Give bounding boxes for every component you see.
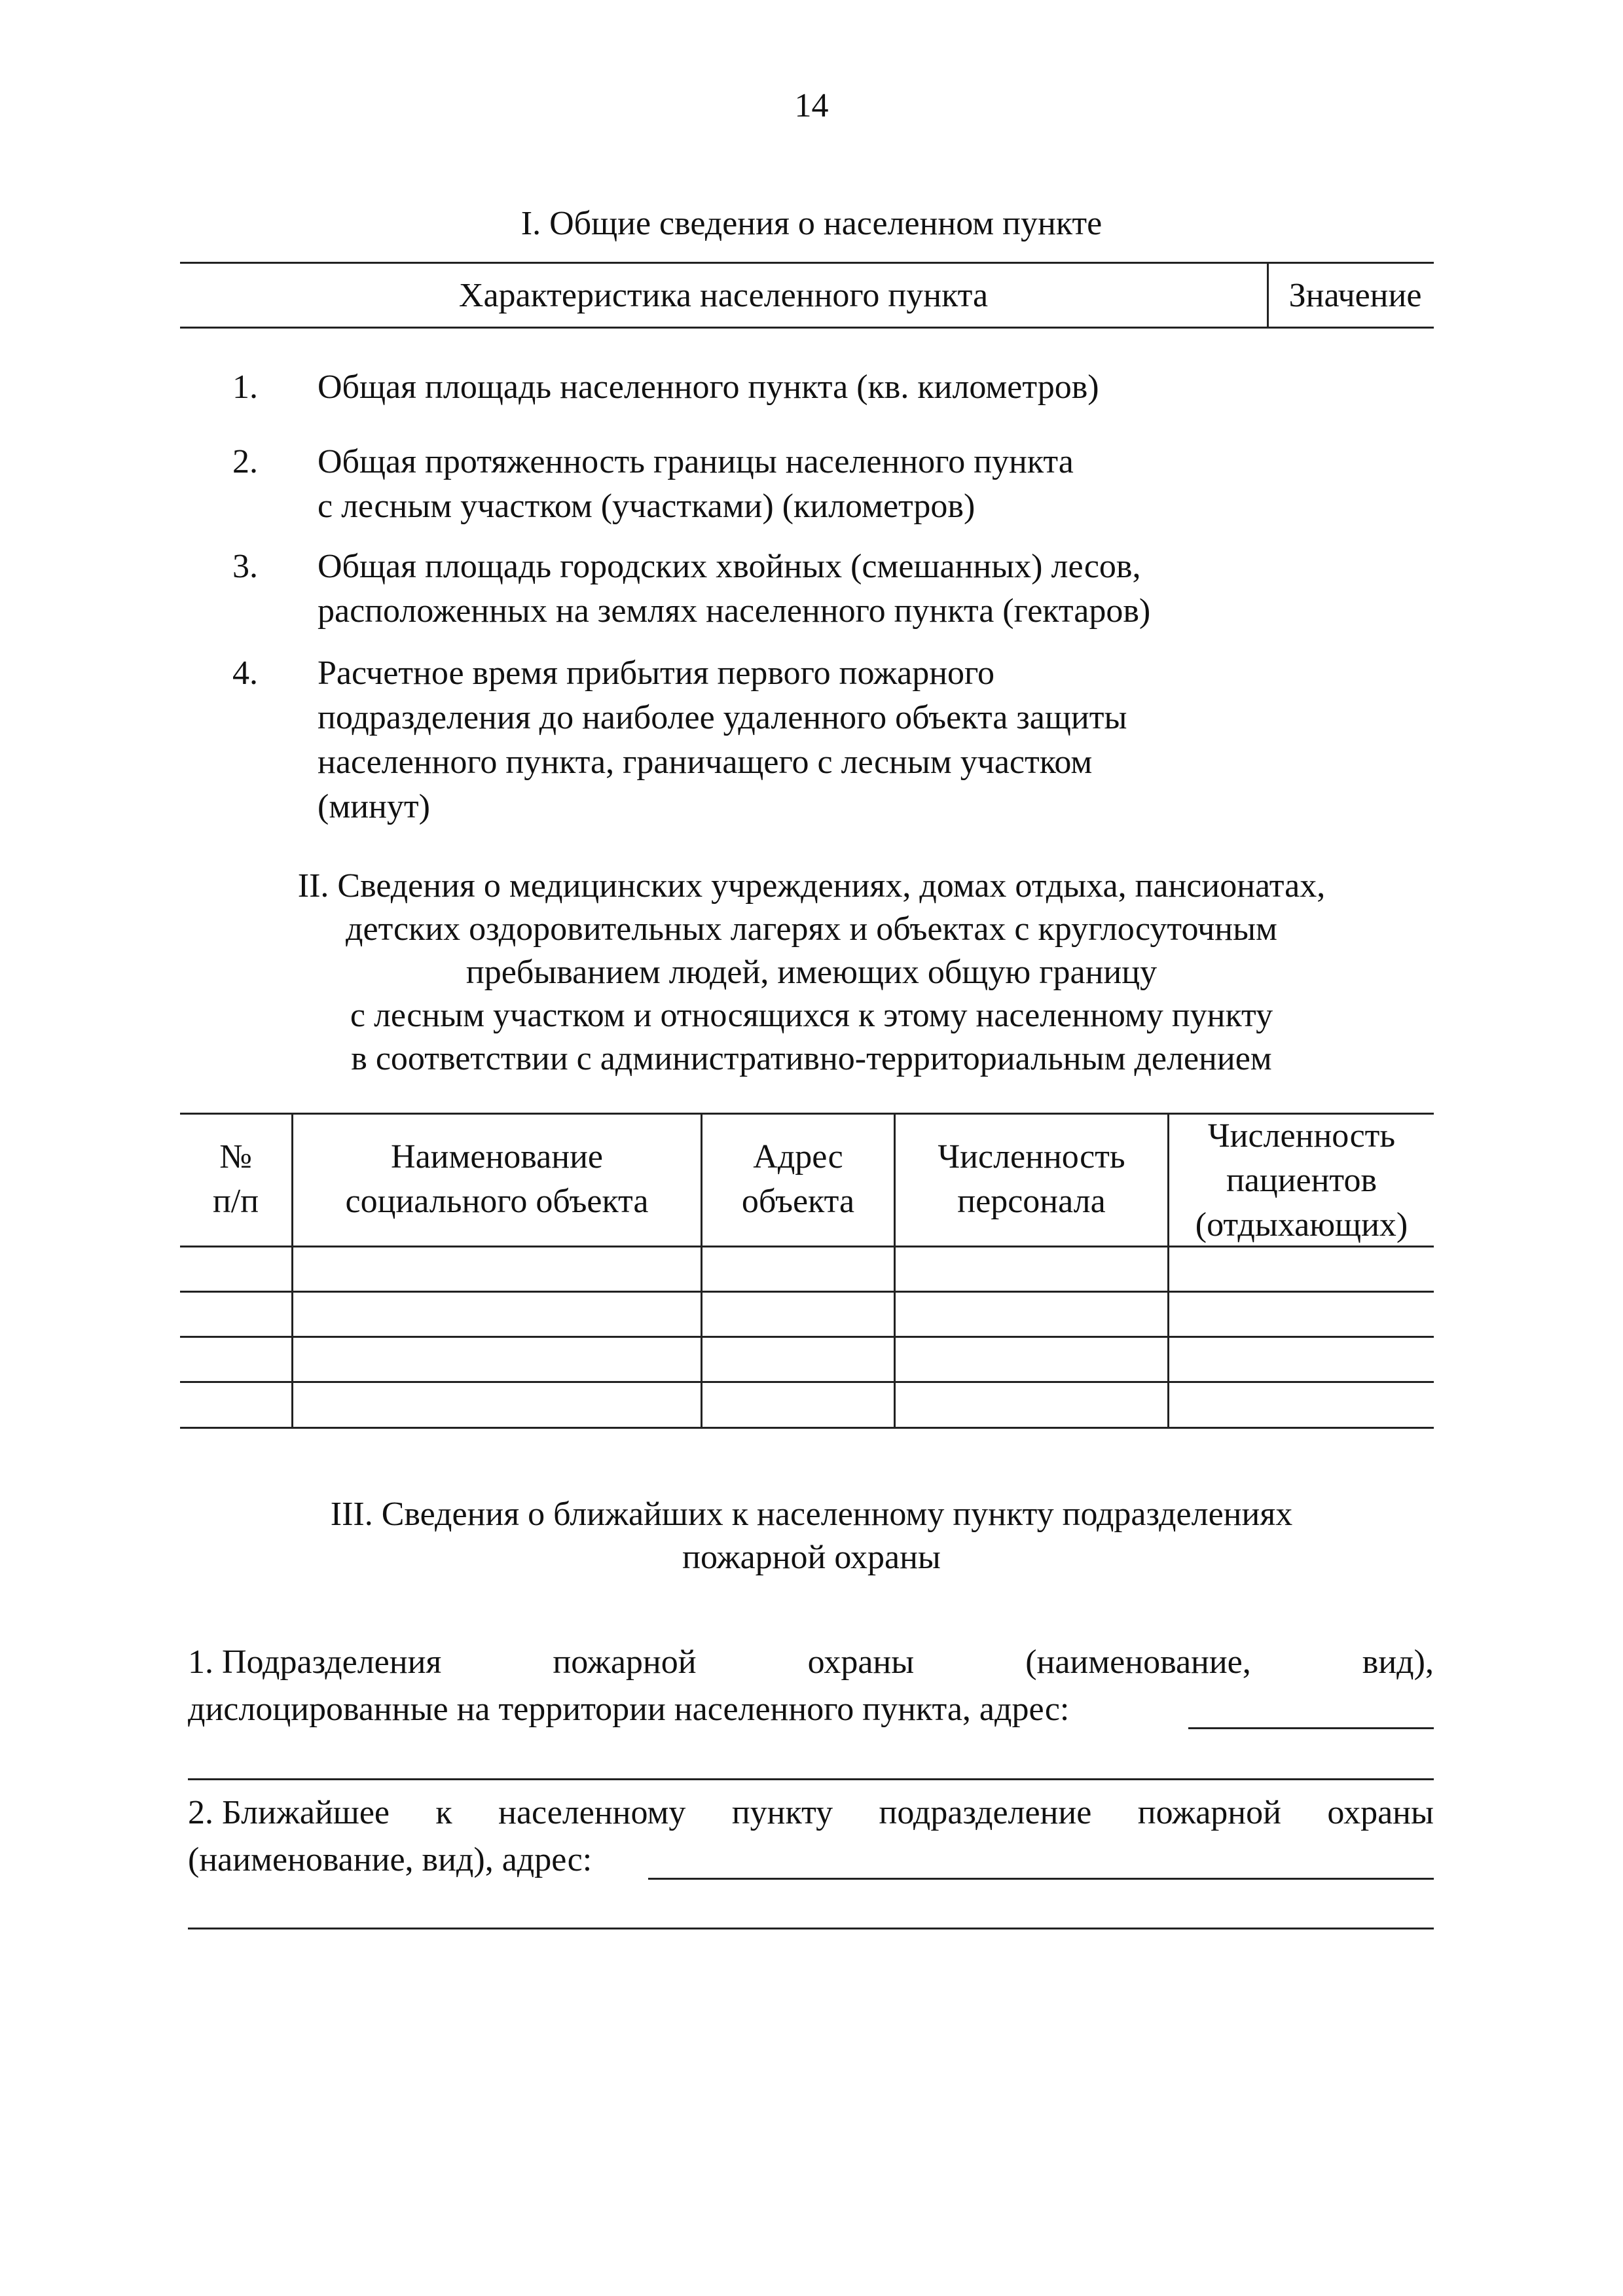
word: пункту [731, 1794, 833, 1831]
word: (наименование, [1025, 1643, 1251, 1681]
item-text-line: Общая протяженность границы населенного пункта [318, 443, 1074, 480]
item-number: 1. [232, 368, 258, 406]
header-line: Адрес [753, 1138, 843, 1175]
header-line: п/п [212, 1183, 259, 1220]
header-address [702, 1135, 894, 1224]
address-fill-line-continued[interactable] [188, 1928, 1434, 1929]
header-line: социального объекта [345, 1183, 649, 1220]
header-patient-count [1169, 1114, 1434, 1247]
header-object-name [293, 1135, 701, 1224]
section2-title-line: детских оздоровительных лагерях и объектах с круглосуточным [346, 910, 1277, 948]
item-number: 3. [232, 548, 258, 585]
table1-col-divider [1267, 263, 1269, 327]
word: 2. Ближайшее [188, 1794, 390, 1831]
item-text-line: (минут) [318, 788, 430, 825]
item-text-line: Расчетное время прибытия первого пожарного [318, 655, 995, 692]
table1-top-rule [180, 262, 1434, 264]
header-line: объекта [741, 1183, 855, 1220]
header-line: Численность [1207, 1117, 1396, 1155]
table1-col-value: Значение [1288, 277, 1422, 314]
section2-title-line: пребыванием людей, имеющих общую границу [465, 954, 1158, 991]
table2-row-rule [180, 1381, 1434, 1383]
address-fill-line-continued[interactable] [188, 1778, 1434, 1780]
section2-title-line: в соответствии с административно-территориальным делением [351, 1040, 1272, 1077]
item-text-line: Общая площадь населенного пункта (кв. километров) [318, 368, 1099, 406]
table2-bottom-rule [180, 1427, 1434, 1429]
item-text-line: с лесным участком (участками) (километров) [318, 488, 976, 525]
paragraph2-line2: (наименование, вид), адрес: [188, 1841, 593, 1878]
word: охраны [807, 1643, 915, 1681]
word: населенному [498, 1794, 686, 1831]
page-number: 14 [794, 87, 829, 124]
header-line: № [219, 1138, 252, 1175]
item-text-line: Общая площадь городских хвойных (смешанных) лесов, [318, 548, 1141, 585]
word: к [435, 1794, 452, 1831]
word: подразделение [879, 1794, 1092, 1831]
word: 1. Подразделения [188, 1643, 442, 1681]
header-line: Численность [938, 1138, 1125, 1175]
section3-title-line: пожарной охраны [682, 1539, 941, 1576]
word: пожарной [553, 1643, 697, 1681]
item-text-line: населенного пункта, граничащего с лесным участком [318, 744, 1093, 781]
table2-row-rule [180, 1336, 1434, 1338]
item-number: 4. [232, 655, 258, 692]
section3-title-line: III. Сведения о ближайших к населенному пункту подразделениях [330, 1496, 1293, 1533]
paragraph1-line1 [188, 1640, 1434, 1685]
item-number: 2. [232, 443, 258, 480]
header-line: Наименование [391, 1138, 603, 1175]
section2-title-line: II. Сведения о медицинских учреждениях, домах отдыха, пансионатах, [297, 867, 1326, 905]
section1-title: I. Общие сведения о населенном пункте [520, 205, 1103, 242]
word: охраны [1327, 1794, 1434, 1831]
word: вид), [1362, 1643, 1434, 1681]
item-text-line: подразделения до наиболее удаленного объекта защиты [318, 699, 1127, 736]
header-line: персонала [957, 1183, 1106, 1220]
header-line: пациентов [1226, 1162, 1377, 1199]
header-number [180, 1135, 291, 1224]
section2-title-line: с лесным участком и относящихся к этому населенному пункту [350, 997, 1273, 1034]
address-fill-line[interactable] [648, 1878, 1434, 1880]
paragraph2-line1 [188, 1791, 1434, 1835]
table2-row-rule [180, 1291, 1434, 1293]
item-text-line: расположенных на землях населенного пункта (гектаров) [318, 592, 1151, 630]
word: пожарной [1137, 1794, 1281, 1831]
header-line: (отдыхающих) [1195, 1206, 1408, 1244]
table1-col-characteristic: Характеристика населенного пункта [458, 277, 989, 314]
table1-header-rule [180, 327, 1434, 329]
paragraph1-line2: дислоцированные на территории населенного пункта, адрес: [188, 1691, 1070, 1728]
header-staff-count [896, 1135, 1167, 1224]
address-fill-line[interactable] [1188, 1727, 1434, 1729]
